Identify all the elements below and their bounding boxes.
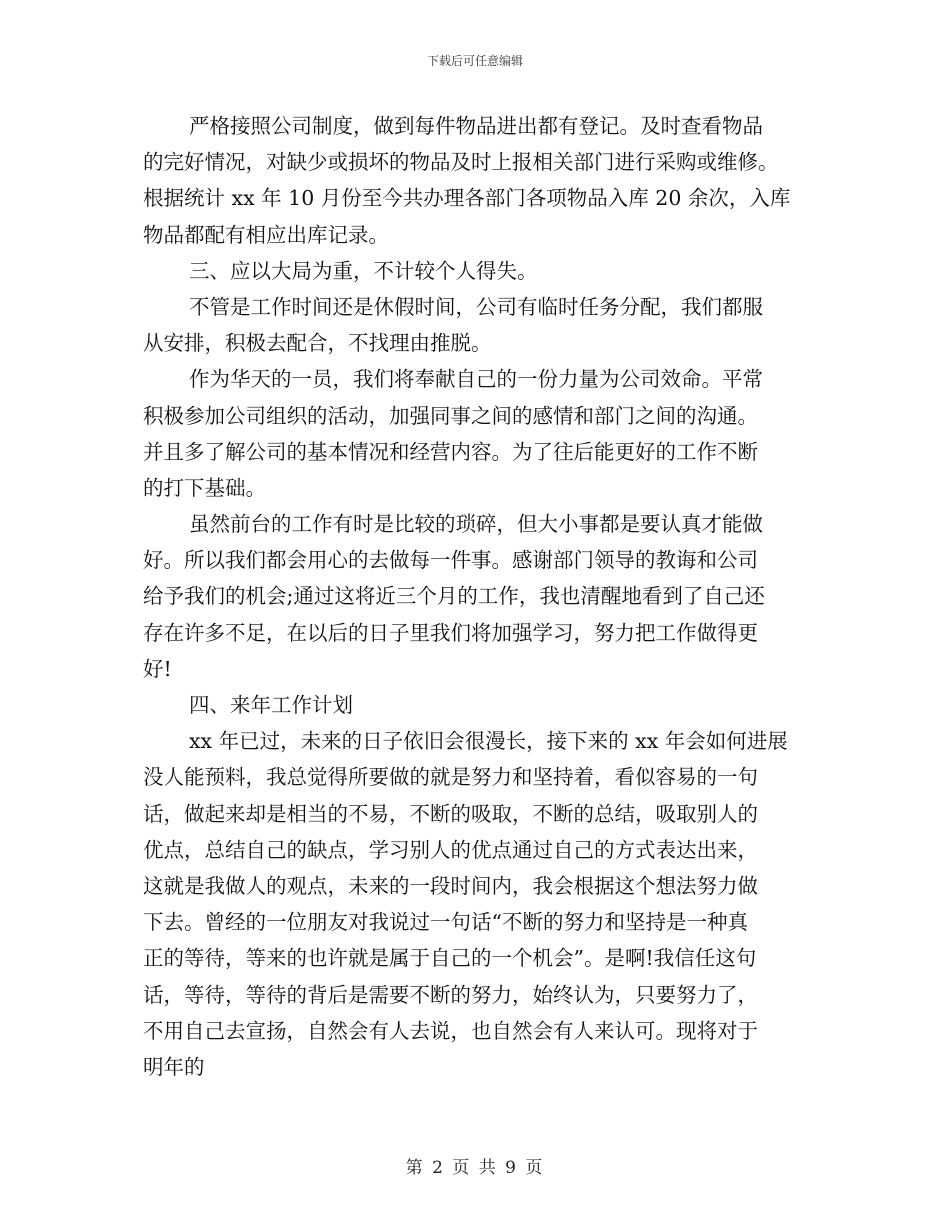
text-line: 明年的 bbox=[143, 1054, 205, 1079]
section-heading: 四、来年工作计划 bbox=[189, 693, 353, 717]
text-line: 话，等待，等待的背后是需要不断的努力，始终认为，只要努力了， bbox=[143, 982, 758, 1007]
text-line: 并且多了解公司的基本情况和经营内容。为了往后能更好的工作不断 bbox=[143, 439, 758, 464]
text-line: 虽然前台的工作有时是比较的琐碎，但大小事都是要认真才能做 bbox=[189, 512, 763, 537]
text-line: 严格接照公司制度，做到每件物品进出都有登记。及时查看物品 bbox=[189, 114, 763, 138]
text-line: 好。所以我们都会用心的去做每一件事。感谢部门领导的教诲和公司 bbox=[143, 548, 758, 573]
text-line: 话，做起来却是相当的不易，不断的吸取，不断的总结，吸取别人的 bbox=[143, 801, 758, 826]
text-line: 不管是工作时间还是休假时间，公司有临时任务分配，我们都服 bbox=[189, 294, 763, 319]
text-line: 不用自己去宣扬，自然会有人去说，也自然会有人来认可。现将对于 bbox=[143, 1018, 758, 1043]
text-line: 好! bbox=[143, 656, 172, 681]
page-header: 下载后可任意编辑 bbox=[426, 54, 523, 68]
text-line: 的打下基础。 bbox=[143, 475, 266, 500]
text-line: 这就是我做人的观点，未来的一段时间内，我会根据这个想法努力做 bbox=[143, 873, 758, 898]
text-line: 没人能预料，我总觉得所要做的就是努力和坚持着，看似容易的一句 bbox=[143, 765, 758, 790]
text-line: 根据统计 xx 年 10 月份至今共办理各部门各项物品入库 20 余次，入库 bbox=[143, 186, 791, 211]
text-line: 给予我们的机会;通过这将近三个月的工作，我也清醒地看到了自己还 bbox=[143, 584, 765, 609]
document-body bbox=[143, 108, 811, 1085]
page-number: 第 2 页 共 9 页 bbox=[405, 1158, 545, 1178]
text-line: 的完好情况，对缺少或损坏的物品及时上报相关部门进行采购或维修。 bbox=[143, 150, 779, 175]
text-line: 优点，总结自己的缺点，学习别人的优点通过自己的方式表达出来， bbox=[143, 837, 758, 862]
text-line: 从安排，积极去配合，不找理由推脱。 bbox=[143, 331, 492, 356]
text-line: 积极参加公司组织的活动，加强同事之间的感情和部门之间的沟通。 bbox=[143, 403, 758, 428]
section-heading: 三、应以大局为重，不计较个人得失。 bbox=[189, 258, 538, 283]
text-line: xx 年已过，未来的日子依旧会很漫长，接下来的 xx 年会如何进展 bbox=[189, 729, 788, 754]
text-line: 物品都配有相应出库记录。 bbox=[143, 222, 389, 247]
text-line: 作为华天的一员，我们将奉献自己的一份力量为公司效命。平常 bbox=[189, 367, 763, 392]
text-line: 下去。曾经的一位朋友对我说过一句话“不断的努力和坚持是一种真 bbox=[143, 910, 748, 935]
text-line: 存在许多不足，在以后的日子里我们将加强学习，努力把工作做得更 bbox=[143, 620, 758, 645]
text-line: 正的等待，等来的也许就是属于自己的一个机会”。是啊!我信任这句 bbox=[143, 946, 757, 971]
